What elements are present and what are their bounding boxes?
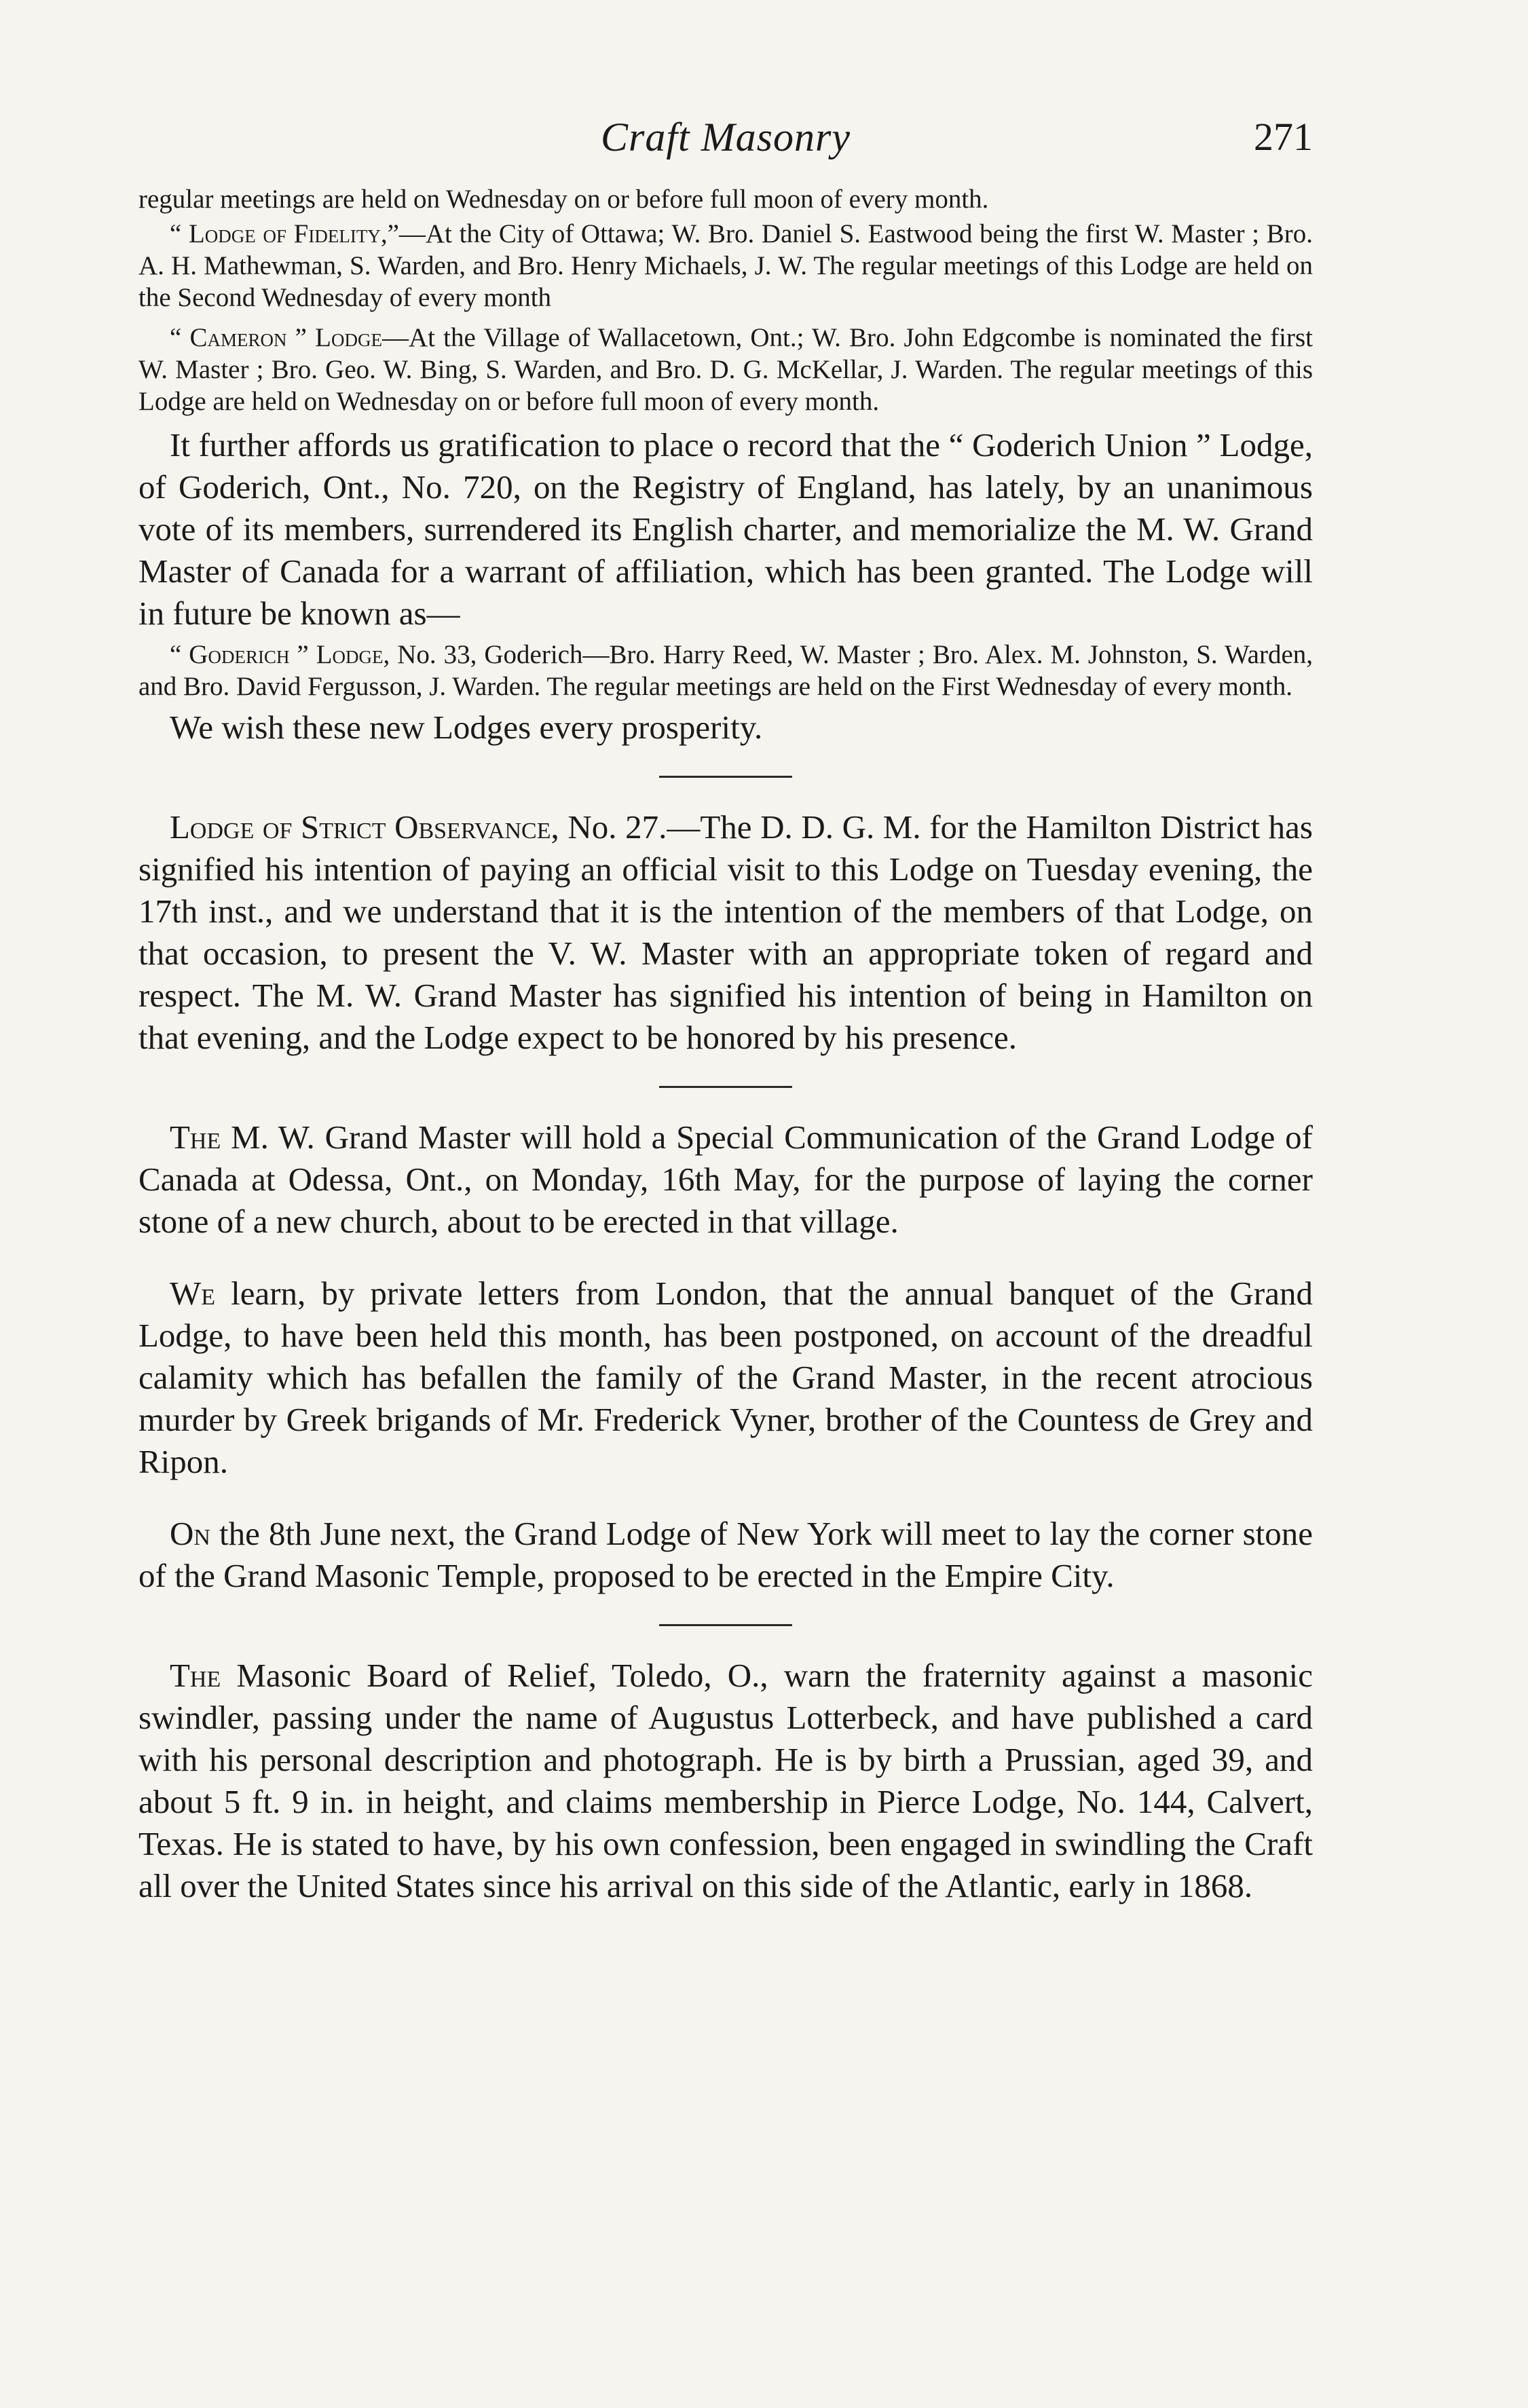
banquet-lead: We bbox=[170, 1275, 216, 1312]
new-york-lead: On bbox=[170, 1515, 210, 1552]
banquet-text: learn, by private letters from London, that the annual banquet of the Grand Lodge, to have been held this month, has been postponed, on account of the dreadful calamity which has befallen the family of the Grand Master, in the recent atrocious murder by Greek brigands of Mr. Frederick Vyner, brother of the Countess de Grey and Ripon. bbox=[138, 1275, 1313, 1480]
strict-observance-lead: Lodge of Strict Observance bbox=[170, 808, 551, 846]
wish-paragraph: We wish these new Lodges every prosperity. bbox=[170, 709, 763, 746]
lodge-goderich-text: , No. 33, Goderich—Bro. Harry Reed, W. Master ; Bro. Alex. M. Johnston, S. Warden, and Bro. David Fergusson, J. Warden. The regular meetings are held on the First Wednesday of every month. bbox=[138, 640, 1313, 701]
strict-observance-text: , No. 27.—The D. D. G. M. for the Hamilton District has signified his intention of paying an official visit to this Lodge on Tuesday evening, the 17th inst., and we understand that it is the intention of the members of that Lodge, on that occasion, to present the V. W. Master with an appropriate token of regard and respect. The M. W. Grand Master has signified his intention of being in Hamilton on that evening, and the Lodge expect to be honored by his presence. bbox=[138, 808, 1313, 1056]
page-number: 271 bbox=[1254, 115, 1313, 159]
section-divider bbox=[659, 1624, 792, 1626]
lodge-fidelity-name: “ Lodge of Fidelity,” bbox=[170, 219, 399, 248]
section-divider bbox=[659, 776, 792, 778]
strict-observance-paragraph bbox=[138, 806, 1313, 1059]
lodge-cameron-entry bbox=[138, 322, 1313, 417]
toledo-paragraph bbox=[138, 1655, 1313, 1907]
new-york-text: the 8th June next, the Grand Lodge of New York will meet to lay the corner stone of the Grand Masonic Temple, proposed to be erected in the Empire City. bbox=[138, 1515, 1313, 1594]
new-york-paragraph bbox=[138, 1513, 1313, 1597]
odessa-paragraph bbox=[138, 1116, 1313, 1243]
toledo-lead: The bbox=[170, 1657, 221, 1694]
odessa-lead: The bbox=[170, 1118, 221, 1156]
lodge-goderich-entry bbox=[138, 639, 1313, 702]
running-title: Craft Masonry bbox=[600, 115, 851, 159]
lodge-goderich-name: “ Goderich ” Lodge bbox=[170, 640, 384, 669]
odessa-text: M. W. Grand Master will hold a Special Communication of the Grand Lodge of Canada at Odessa, Ont., on Monday, 16th May, for the purpose of laying the corner stone of a new church, about to be erected in that village. bbox=[138, 1118, 1313, 1240]
continuation-line: regular meetings are held on Wednesday on or before full moon of every month. bbox=[138, 185, 989, 214]
goderich-paragraph: It further affords us gratification to place o record that the “ Goderich Union ” Lodge, of Goderich, Ont., No. 720, on the Registry of England, has lately, by an unanimous vote of its members, surrendered its English charter, and memorialize the M. W. Grand Master of Canada for a warrant of affiliation, which has been granted. The Lodge will in future be known as— bbox=[138, 426, 1313, 632]
banquet-paragraph bbox=[138, 1273, 1313, 1483]
section-divider bbox=[659, 1086, 792, 1088]
document-page bbox=[138, 102, 1313, 1907]
toledo-text: Masonic Board of Relief, Toledo, O., warn the fraternity against a masonic swindler, passing under the name of Augustus Lotterbeck, and have published a card with his personal description and photograph. He is by birth a Prussian, aged 39, and about 5 ft. 9 in. in height, and claims membership in Pierce Lodge, No. 144, Calvert, Texas. He is stated to have, by his own confession, been engaged in swindling the Craft all over the United States since his arrival on this side of the Atlantic, early in 1868. bbox=[138, 1657, 1313, 1904]
lodge-cameron-text: —At the Village of Wallacetown, Ont.; W. Bro. John Edgcombe is nominated the first W. Master ; Bro. Geo. W. Bing, S. Warden, and Bro. D. G. McKellar, J. Warden. The regular meetings of this Lodge are held on Wednesday on or before full moon of every month. bbox=[138, 323, 1313, 416]
page-header bbox=[138, 102, 1313, 183]
lodge-fidelity-entry bbox=[138, 218, 1313, 314]
lodge-fidelity-text: —At the City of Ottawa; W. Bro. Daniel S. Eastwood being the first W. Master ; Bro. A. H. Mathewman, S. Warden, and Bro. Henry Michaels, J. W. The regular meetings of this Lodge are held on the Second Wednesday of every month bbox=[138, 219, 1313, 312]
lodge-cameron-name: “ Cameron ” Lodge bbox=[170, 323, 382, 352]
